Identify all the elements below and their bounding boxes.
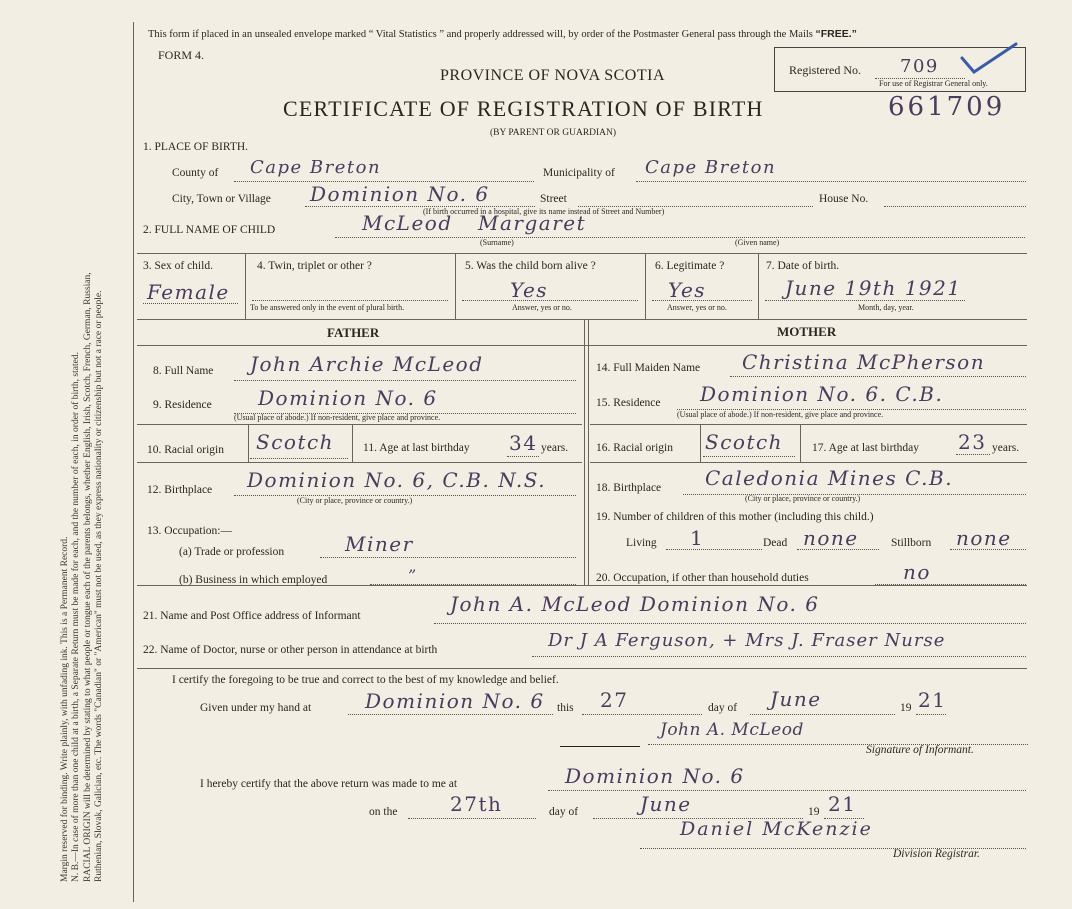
registrar-day-of-label: day of (549, 806, 579, 818)
child-surname: McLeod (362, 211, 453, 235)
margin-note-4: Ruthenian, Slovak, Galician, etc. The words "Canadian" or "American" must not be used, as they express nationality or citizenship but not a race or people. (94, 290, 105, 882)
mother-race-label: 16. Racial origin (596, 442, 673, 454)
father-race-value: Scotch (256, 430, 335, 454)
alive-value: Yes (510, 278, 549, 302)
mother-dead-label: Dead (763, 537, 788, 549)
mother-occupation-value: no (903, 560, 931, 584)
doctor-label: 22. Name of Doctor, nurse or other person in attendance at birth (143, 644, 438, 656)
informant-label: 21. Name and Post Office address of Informant (143, 610, 361, 622)
informant-signature-caption: Signature of Informant. (866, 744, 974, 756)
mother-birthplace-caption: (City or place, province or country.) (745, 494, 861, 503)
twin-label: 4. Twin, triplet or other ? (257, 260, 372, 272)
mother-living-value: 1 (690, 526, 705, 550)
doctor-value: Dr J A Ferguson, + Mrs J. Fraser Nurse (548, 630, 946, 651)
certify-statement: I certify the foregoing to be true and correct to the best of my knowledge and belief. (172, 674, 559, 686)
mother-name-label: 14. Full Maiden Name (596, 362, 701, 374)
registrar-year-value: 21 (828, 792, 857, 816)
father-business-label: (b) Business in which employed (179, 574, 328, 586)
mother-heading: MOTHER (777, 324, 837, 339)
mother-race-value: Scotch (705, 430, 784, 454)
mother-stillborn-label: Stillborn (891, 537, 932, 549)
hospital-note: (If birth occurred in a hospital, give its name instead of Street and Number) (423, 207, 665, 216)
certificate-title: CERTIFICATE OF REGISTRATION OF BIRTH (283, 96, 764, 121)
registrar-day-value: 27th (450, 792, 503, 816)
date-of-birth-label: 7. Date of birth. (766, 260, 840, 272)
informant-signature: John A. McLeod (660, 720, 804, 740)
registrar-place-value: Dominion No. 6 (565, 764, 745, 788)
alive-caption: Answer, yes or no. (512, 303, 572, 312)
mother-residence-label: 15. Residence (596, 397, 661, 409)
given-year-value: 21 (918, 688, 947, 712)
sex-label: 3. Sex of child. (143, 260, 213, 272)
registrar-signature-caption: Division Registrar. (893, 848, 980, 860)
certificate-subtitle: (BY PARENT OR GUARDIAN) (490, 128, 617, 138)
mother-residence-caption: (Usual place of abode.) If non-resident, give place and province. (677, 410, 884, 419)
mother-age-value: 23 (958, 430, 987, 454)
father-age-unit: years. (541, 442, 569, 454)
child-given-name: Margaret (478, 211, 587, 235)
father-birthplace-value: Dominion No. 6, C.B. N.S. (247, 468, 547, 492)
surname-caption: (Surname) (480, 238, 514, 247)
father-trade-value: Miner (345, 532, 414, 556)
mother-name-value: Christina McPherson (742, 350, 986, 374)
registrar-note: For use of Registrar General only. (879, 79, 988, 88)
alive-label: 5. Was the child born alive ? (465, 260, 596, 272)
informant-value: John A. McLeod Dominion No. 6 (450, 592, 820, 616)
date-of-birth-caption: Month, day, year. (858, 303, 914, 312)
legitimate-label: 6. Legitimate ? (655, 260, 725, 272)
registrar-month-value: June (640, 792, 692, 816)
file-number: 661709 (888, 92, 1006, 122)
given-this-label: this (557, 702, 574, 714)
postal-note: This form if placed in an unsealed envelope marked “ Vital Statistics ” and properly addressed will, by order of the Postmaster General pass through the Mails “FREE.” (148, 28, 857, 40)
mother-residence-value: Dominion No. 6. C.B. (700, 382, 944, 406)
legitimate-value: Yes (668, 278, 707, 302)
given-month-value: June (770, 687, 822, 711)
county-label: County of (172, 167, 219, 179)
father-residence-label: 9. Residence (153, 399, 212, 411)
given-year-prefix: 19 (900, 702, 912, 714)
checkmark-icon (960, 40, 1020, 80)
house-number-label: House No. (819, 193, 869, 205)
twin-note: To be answered only in the event of plural birth. (250, 303, 405, 312)
father-business-value: ” (408, 566, 418, 585)
given-day-of-label: day of (708, 702, 738, 714)
city-label: City, Town or Village (172, 193, 271, 205)
county-value: Cape Breton (250, 157, 382, 178)
father-birthplace-label: 12. Birthplace (147, 484, 213, 496)
mother-stillborn-value: none (956, 526, 1012, 550)
mother-dead-value: none (803, 526, 859, 550)
date-of-birth-value: June 19th 1921 (785, 276, 962, 300)
father-age-label: 11. Age at last birthday (363, 442, 470, 454)
father-race-label: 10. Racial origin (147, 444, 224, 456)
mother-living-label: Living (626, 537, 657, 549)
registered-box (774, 47, 1026, 92)
given-under-label: Given under my hand at (200, 702, 312, 714)
municipality-value: Cape Breton (645, 157, 777, 178)
city-value: Dominion No. 6 (310, 182, 490, 206)
father-residence-caption: (Usual place of abode.) If non-resident, give place and province. (234, 413, 441, 422)
registrar-year-prefix: 19 (808, 806, 820, 818)
province-heading: PROVINCE OF NOVA SCOTIA (440, 67, 666, 84)
registered-label: Registered No. (789, 63, 861, 77)
registrar-signature: Daniel McKenzie (680, 818, 873, 840)
street-label: Street (540, 193, 567, 205)
margin-notes (60, 22, 132, 882)
registrar-statement: I hereby certify that the above return was made to me at (200, 778, 458, 790)
municipality-label: Municipality of (543, 167, 615, 179)
father-occupation-label: 13. Occupation:— (147, 525, 232, 537)
father-name-value: John Archie McLeod (250, 352, 484, 376)
legitimate-caption: Answer, yes or no. (667, 303, 727, 312)
mother-age-unit: years. (992, 442, 1020, 454)
mother-occupation-label: 20. Occupation, if other than household duties (596, 572, 809, 584)
given-name-caption: (Given name) (735, 238, 780, 247)
margin-note-3: RACIAL ORIGIN will be determined by stating to what people or tongue each of the parents belongs, whether English, Irish, Scotch, French, German, Russian, (82, 272, 93, 882)
mother-age-label: 17. Age at last birthday (812, 442, 919, 454)
margin-note-2: N. B.—In case of more than one child at a birth, a Separate Return must be made for each, and the number of each, in order of birth, stated. (71, 352, 82, 882)
margin-note-1: Margin reserved for binding. Write plainly, with unfading ink. This is a Permanent Record. (60, 536, 70, 882)
registered-value: 709 (900, 56, 939, 77)
child-name-label: 2. FULL NAME OF CHILD (143, 224, 276, 236)
given-place-value: Dominion No. 6 (365, 689, 545, 713)
father-name-label: 8. Full Name (153, 365, 214, 377)
father-birthplace-caption: (City or place, province or country.) (297, 496, 413, 505)
registrar-on-the-label: on the (369, 806, 398, 818)
form-number: FORM 4. (158, 48, 205, 62)
father-heading: FATHER (327, 325, 380, 340)
given-day-value: 27 (600, 688, 629, 712)
father-trade-label: (a) Trade or profession (179, 546, 285, 558)
father-residence-value: Dominion No. 6 (258, 386, 438, 410)
mother-birthplace-label: 18. Birthplace (596, 482, 662, 494)
margin-rule (133, 22, 134, 902)
place-of-birth-heading: 1. PLACE OF BIRTH. (143, 141, 249, 153)
father-age-value: 34 (509, 431, 538, 455)
mother-children-label: 19. Number of children of this mother (including this child.) (596, 511, 874, 523)
sex-value: Female (147, 280, 230, 304)
mother-birthplace-value: Caledonia Mines C.B. (705, 466, 954, 490)
